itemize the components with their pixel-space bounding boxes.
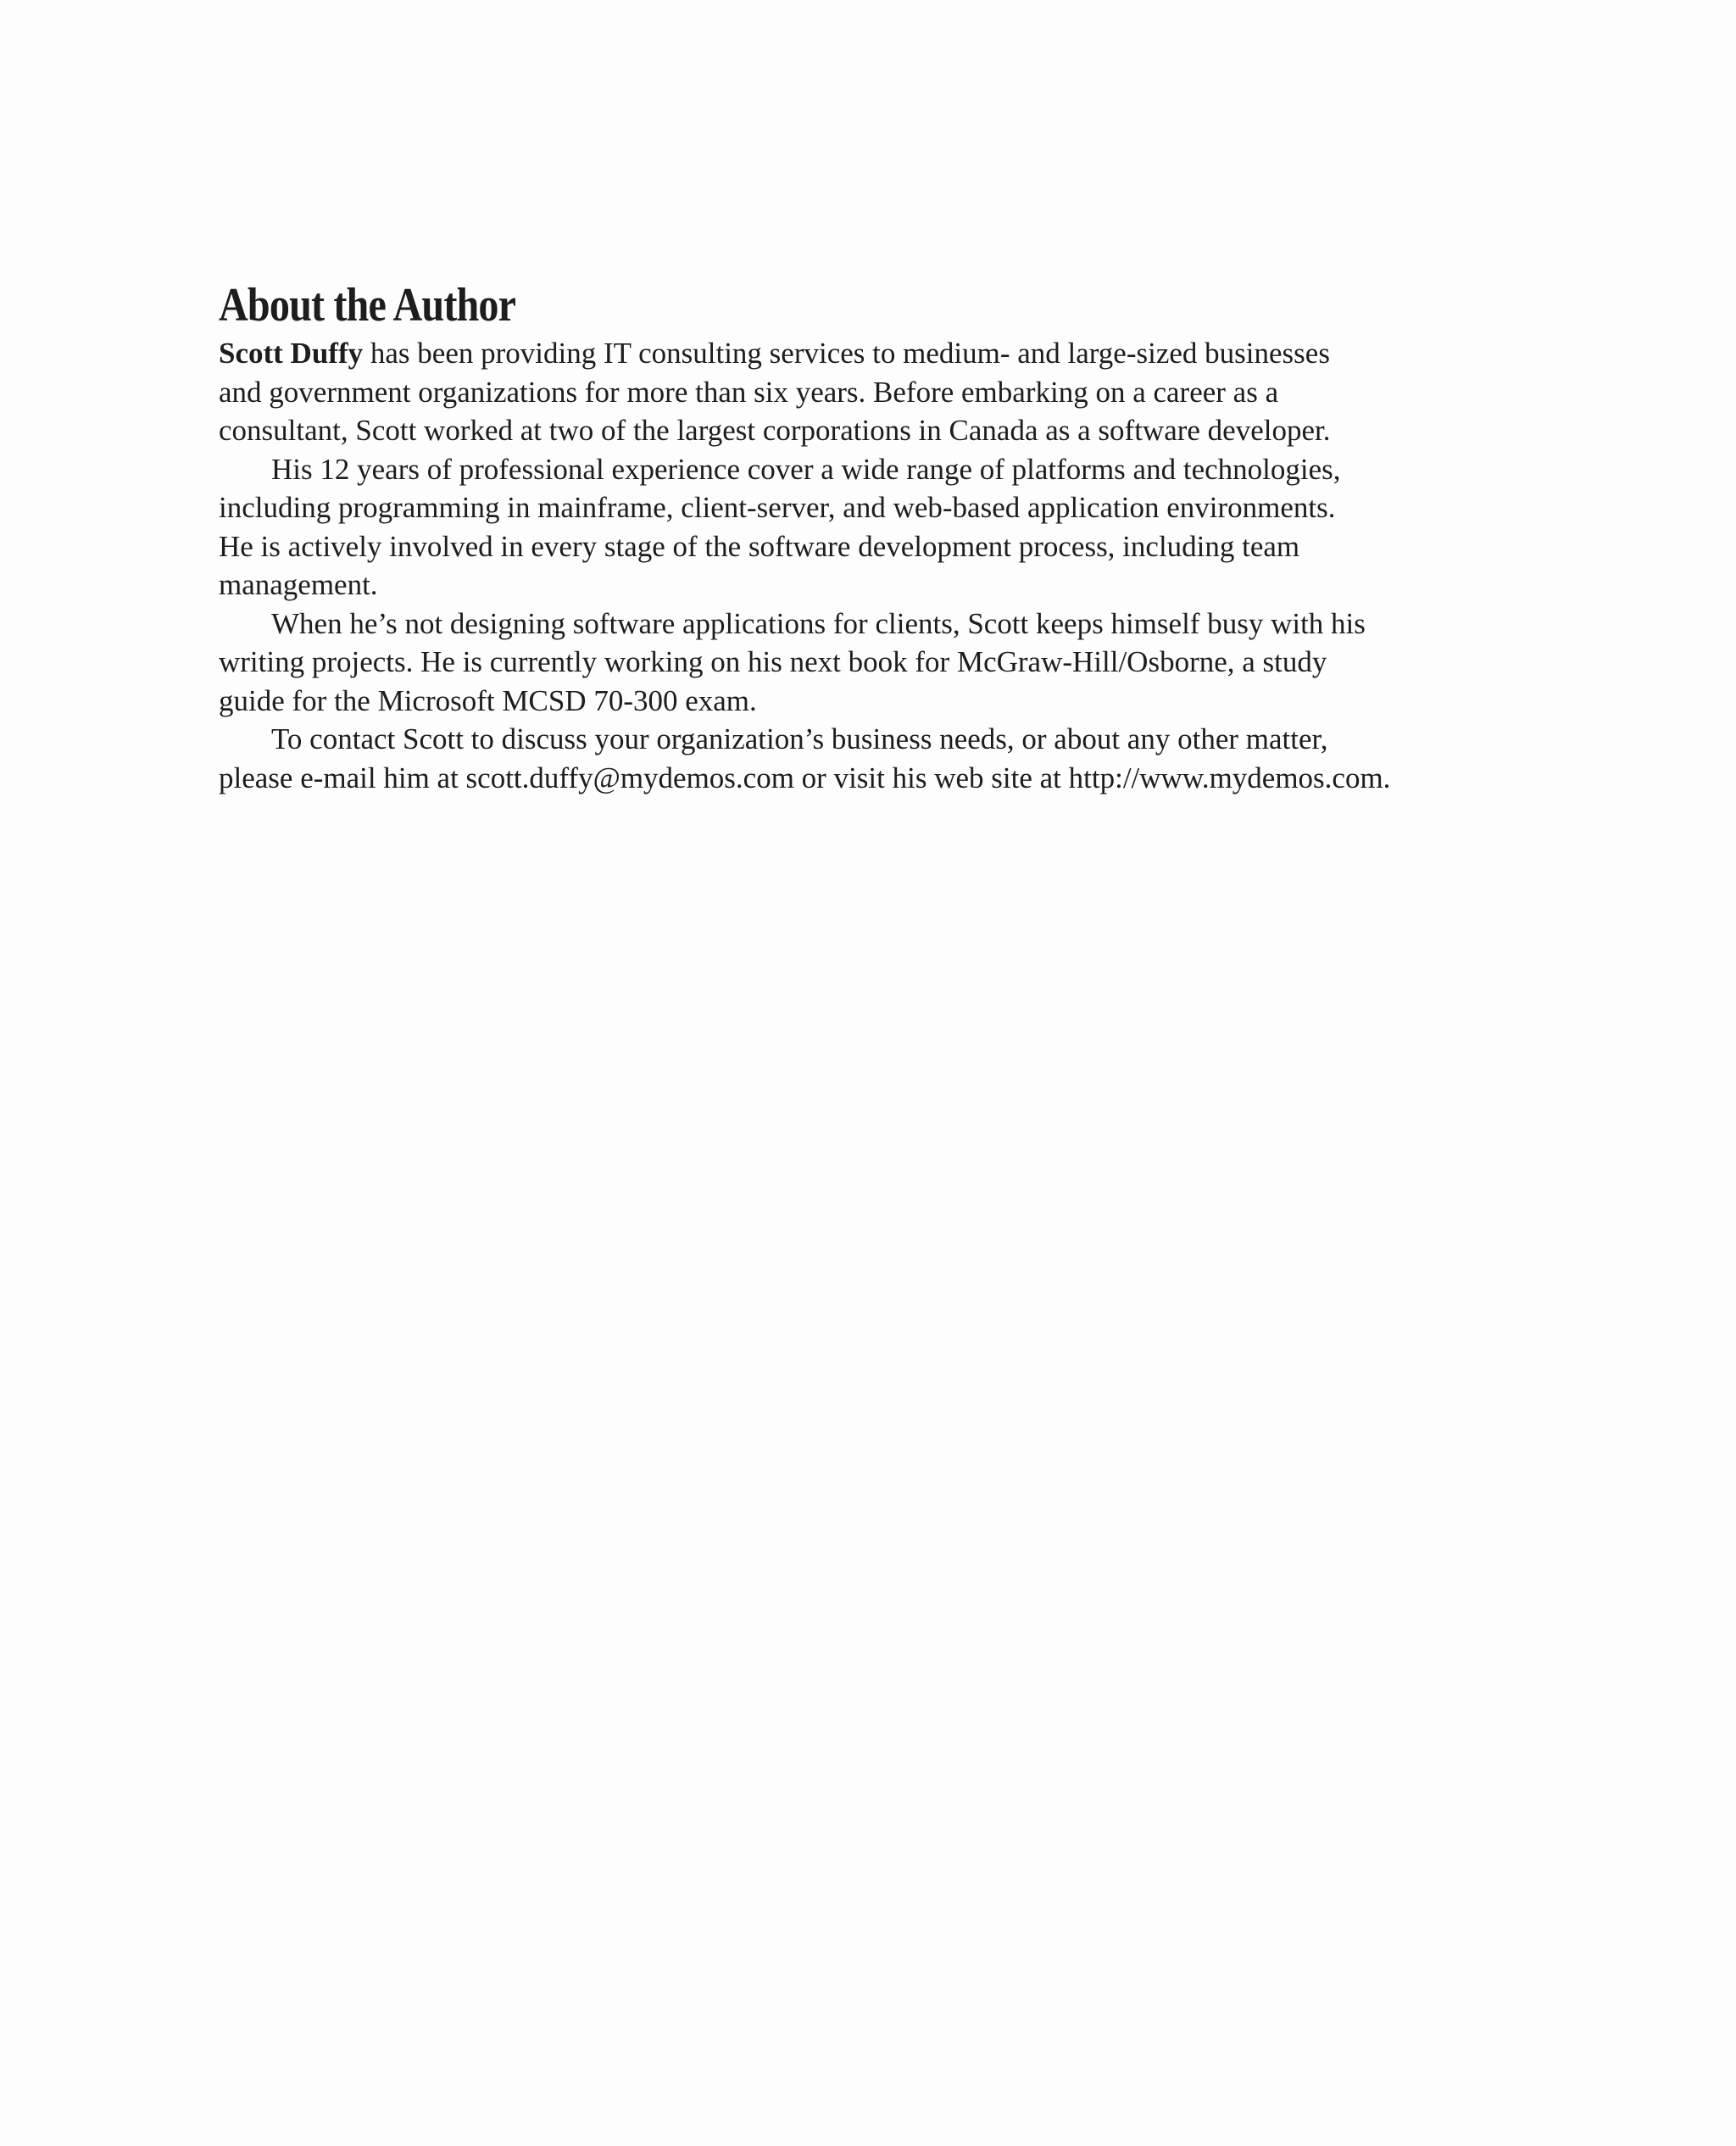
paragraph-line: He is actively involved in every stage of the software development process, including team	[219, 529, 1300, 563]
paragraph-line: To contact Scott to discuss your organization’s business needs, or about any other matter,	[271, 722, 1328, 755]
paragraph-line: guide for the Microsoft MCSD 70-300 exam.	[219, 683, 757, 717]
paragraph-contact	[219, 720, 1507, 797]
author-name: Scott Duffy	[219, 337, 364, 370]
paragraph-line: His 12 years of professional experience cover a wide range of platforms and technologies,	[271, 452, 1341, 486]
paragraph-line: management.	[219, 568, 378, 601]
paragraph-line: including programming in mainframe, client-server, and web-based application environments.	[219, 491, 1336, 524]
paragraph-line: and government organizations for more than six years. Before embarking on a career as a	[219, 375, 1279, 409]
paragraph-line: consultant, Scott worked at two of the largest corporations in Canada as a software developer.	[219, 414, 1331, 447]
paragraph-writing	[219, 605, 1507, 721]
section-heading: About the Author	[219, 279, 516, 332]
paragraph-line: writing projects. He is currently working on his next book for McGraw-Hill/Osborne, a study	[219, 645, 1327, 678]
about-author-section	[219, 276, 1507, 797]
paragraph-experience	[219, 450, 1507, 605]
paragraph-line: please e-mail him at scott.duffy@mydemos.com or visit his web site at http://www.mydemos.com.	[219, 761, 1391, 794]
paragraph-line	[219, 334, 1507, 373]
paragraph-text: has been providing IT consulting services to medium- and large-sized businesses	[363, 337, 1330, 370]
paragraph-intro	[219, 334, 1507, 450]
paragraph-line: When he’s not designing software applications for clients, Scott keeps himself busy with his	[271, 606, 1366, 640]
